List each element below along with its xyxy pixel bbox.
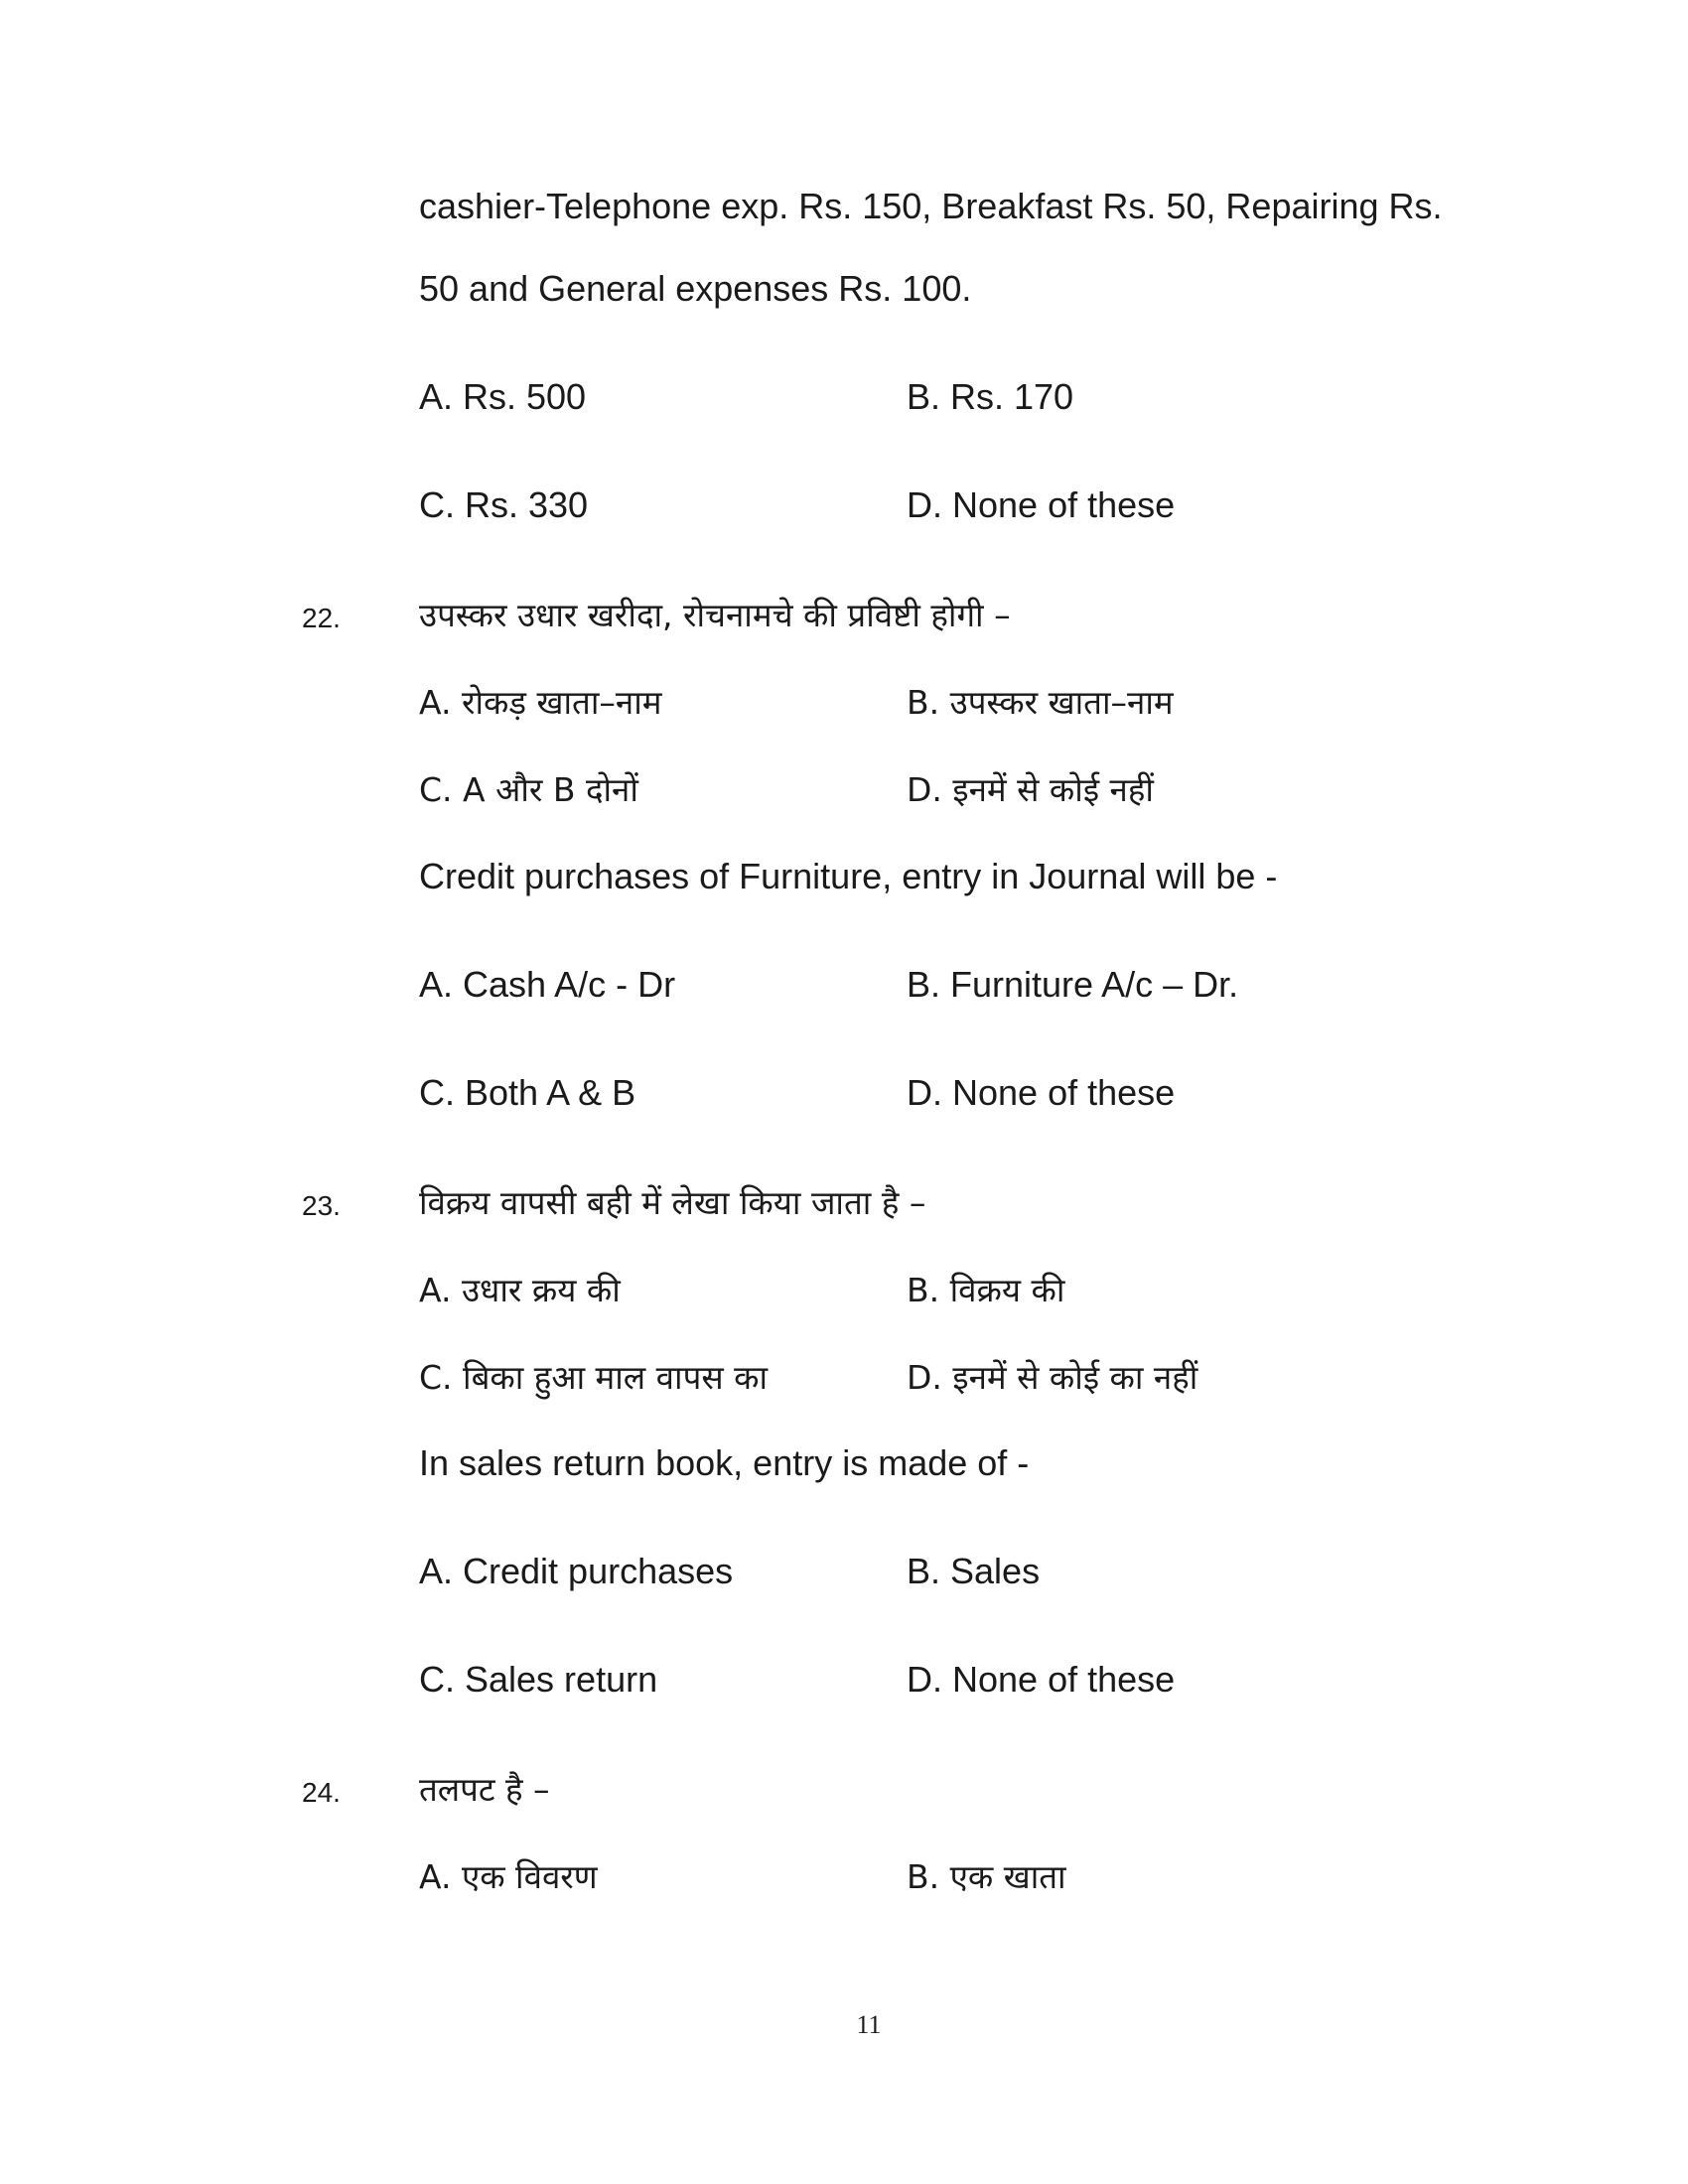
question-23-option-d: D. None of these [907,1659,1176,1700]
question-23-option-b: B. Sales [907,1551,1041,1591]
question-23-hindi-text: विक्रय वापसी बही में लेखा किया जाता है – [419,1183,926,1222]
question-21-option-a: A. Rs. 500 [419,376,587,417]
question-23-hindi-option-a: A. उधार क्रय की [419,1271,621,1309]
question-22-hindi-option-b: B. उपस्कर खाता–नाम [907,683,1174,722]
question-22-hindi-option-c: C. A और B दोनों [419,770,638,809]
question-22-option-c: C. Both A & B [419,1072,636,1113]
question-24-hindi-option-a: A. एक विवरण [419,1857,598,1896]
question-22-number: 22. [302,603,341,633]
question-23-hindi-option-c: C. बिका हुआ माल वापस का [419,1358,769,1397]
question-21-text-line-2: 50 and General expenses Rs. 100. [419,268,972,309]
question-24-hindi-text: तलपट है – [419,1770,550,1809]
question-21-option-b: B. Rs. 170 [907,376,1074,417]
question-22-hindi-option-a: A. रोकड़ खाता–नाम [419,683,662,722]
question-22-hindi-option-d: D. इनमें से कोई नहीं [907,770,1154,809]
question-24-number: 24. [302,1777,341,1808]
question-22-english-text: Credit purchases of Furniture, entry in Journal will be - [419,856,1278,896]
question-22-option-a: A. Cash A/c - Dr [419,964,676,1005]
question-24-hindi-option-b: B. एक खाता [907,1857,1066,1896]
question-22-option-d: D. None of these [907,1072,1176,1113]
question-21-text-line-1: cashier-Telephone exp. Rs. 150, Breakfast Rs. 50, Repairing Rs. [419,186,1443,226]
question-22-hindi-text: उपस्कर उधार खरीदा, रोचनामचे की प्रविष्टी होगी – [419,596,1011,634]
question-23-english-text: In sales return book, entry is made of - [419,1442,1030,1483]
question-23-number: 23. [302,1190,341,1221]
question-21-option-c: C. Rs. 330 [419,484,589,525]
page-number: 11 [856,2010,882,2039]
question-23-hindi-option-d: D. इनमें से कोई का नहीं [907,1358,1198,1397]
question-22-option-b: B. Furniture A/c – Dr. [907,964,1239,1005]
question-23-option-a: A. Credit purchases [419,1551,734,1591]
question-21-option-d: D. None of these [907,484,1176,525]
question-23-hindi-option-b: B. विक्रय की [907,1271,1065,1309]
question-23-option-c: C. Sales return [419,1659,658,1700]
